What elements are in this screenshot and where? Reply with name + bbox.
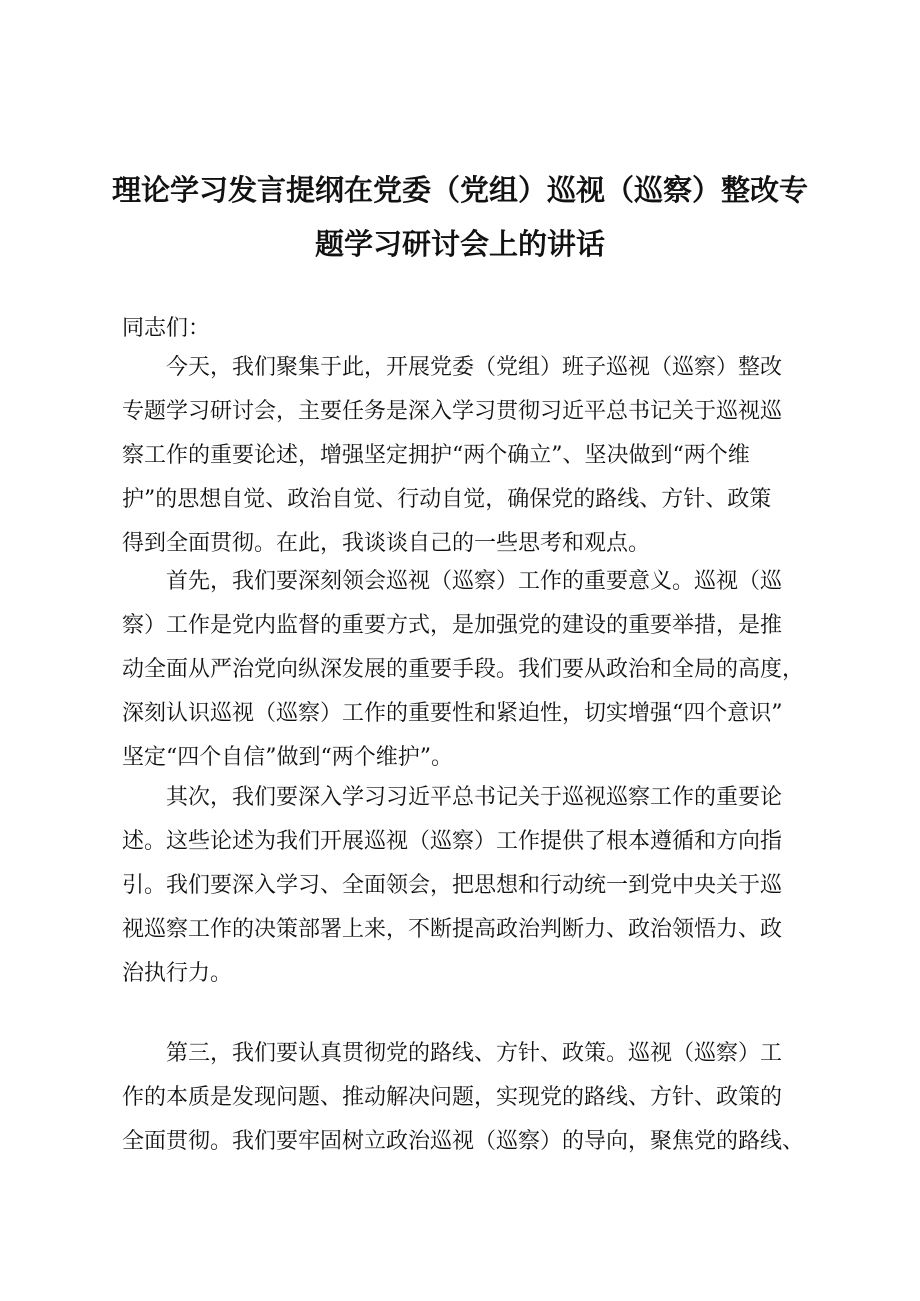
paragraph-line: 察工作的重要论述，增强坚定拥护“两个确立”、坚决做到“两个维 [122, 443, 750, 468]
paragraph-3 [122, 776, 822, 996]
paragraph-line: 深刻认识巡视（巡察）工作的重要性和紧迫性，切实增强“四个意识” [122, 701, 783, 726]
paragraph-2 [122, 560, 822, 780]
document-title-line-1: 理论学习发言提纲在党委（党组）巡视（巡察）整改专 [111, 173, 808, 207]
paragraph-line: 全面贯彻。我们要牢固树立政治巡视（巡察）的导向，聚焦党的路线、 [122, 1129, 805, 1154]
paragraph-line: 察）工作是党内监督的重要方式，是加强党的建设的重要举措，是推 [122, 613, 783, 638]
paragraph-line: 今天，我们聚集于此，开展党委（党组）班子巡视（巡察）整改 [166, 355, 783, 380]
paragraph-line: 述。这些论述为我们开展巡视（巡察）工作提供了根本遵循和方向指 [122, 829, 783, 854]
paragraph-line: 坚定“四个自信”做到“两个维护”。 [122, 745, 453, 770]
paragraph-line: 第三，我们要认真贯彻党的路线、方针、政策。巡视（巡察）工 [166, 1041, 783, 1066]
paragraph-line: 护”的思想自觉、政治自觉、行动自觉，确保党的路线、方针、政策 [122, 487, 772, 512]
paragraph-line: 视巡察工作的决策部署上来，不断提高政治判断力、政治领悟力、政 [122, 917, 783, 942]
paragraph-line: 治执行力。 [122, 961, 233, 986]
paragraph-line: 作的本质是发现问题、推动解决问题，实现党的路线、方针、政策的 [122, 1085, 783, 1110]
paragraph-4 [122, 1032, 822, 1164]
paragraph-line: 专题学习研讨会，主要任务是深入学习贯彻习近平总书记关于巡视巡 [122, 399, 783, 424]
paragraph-line: 引。我们要深入学习、全面领会，把思想和行动统一到党中央关于巡 [122, 873, 783, 898]
salutation: 同志们： [122, 316, 211, 341]
paragraph-1 [122, 346, 822, 566]
paragraph-line: 得到全面贯彻。在此，我谈谈自己的一些思考和观点。 [122, 531, 651, 556]
document-title-line-2: 题学习研讨会上的讲话 [314, 227, 605, 261]
paragraph-line: 其次，我们要深入学习习近平总书记关于巡视巡察工作的重要论 [166, 785, 783, 810]
paragraph-line: 首先，我们要深刻领会巡视（巡察）工作的重要意义。巡视（巡 [166, 569, 783, 594]
paragraph-line: 动全面从严治党向纵深发展的重要手段。我们要从政治和全局的高度， [122, 657, 805, 682]
